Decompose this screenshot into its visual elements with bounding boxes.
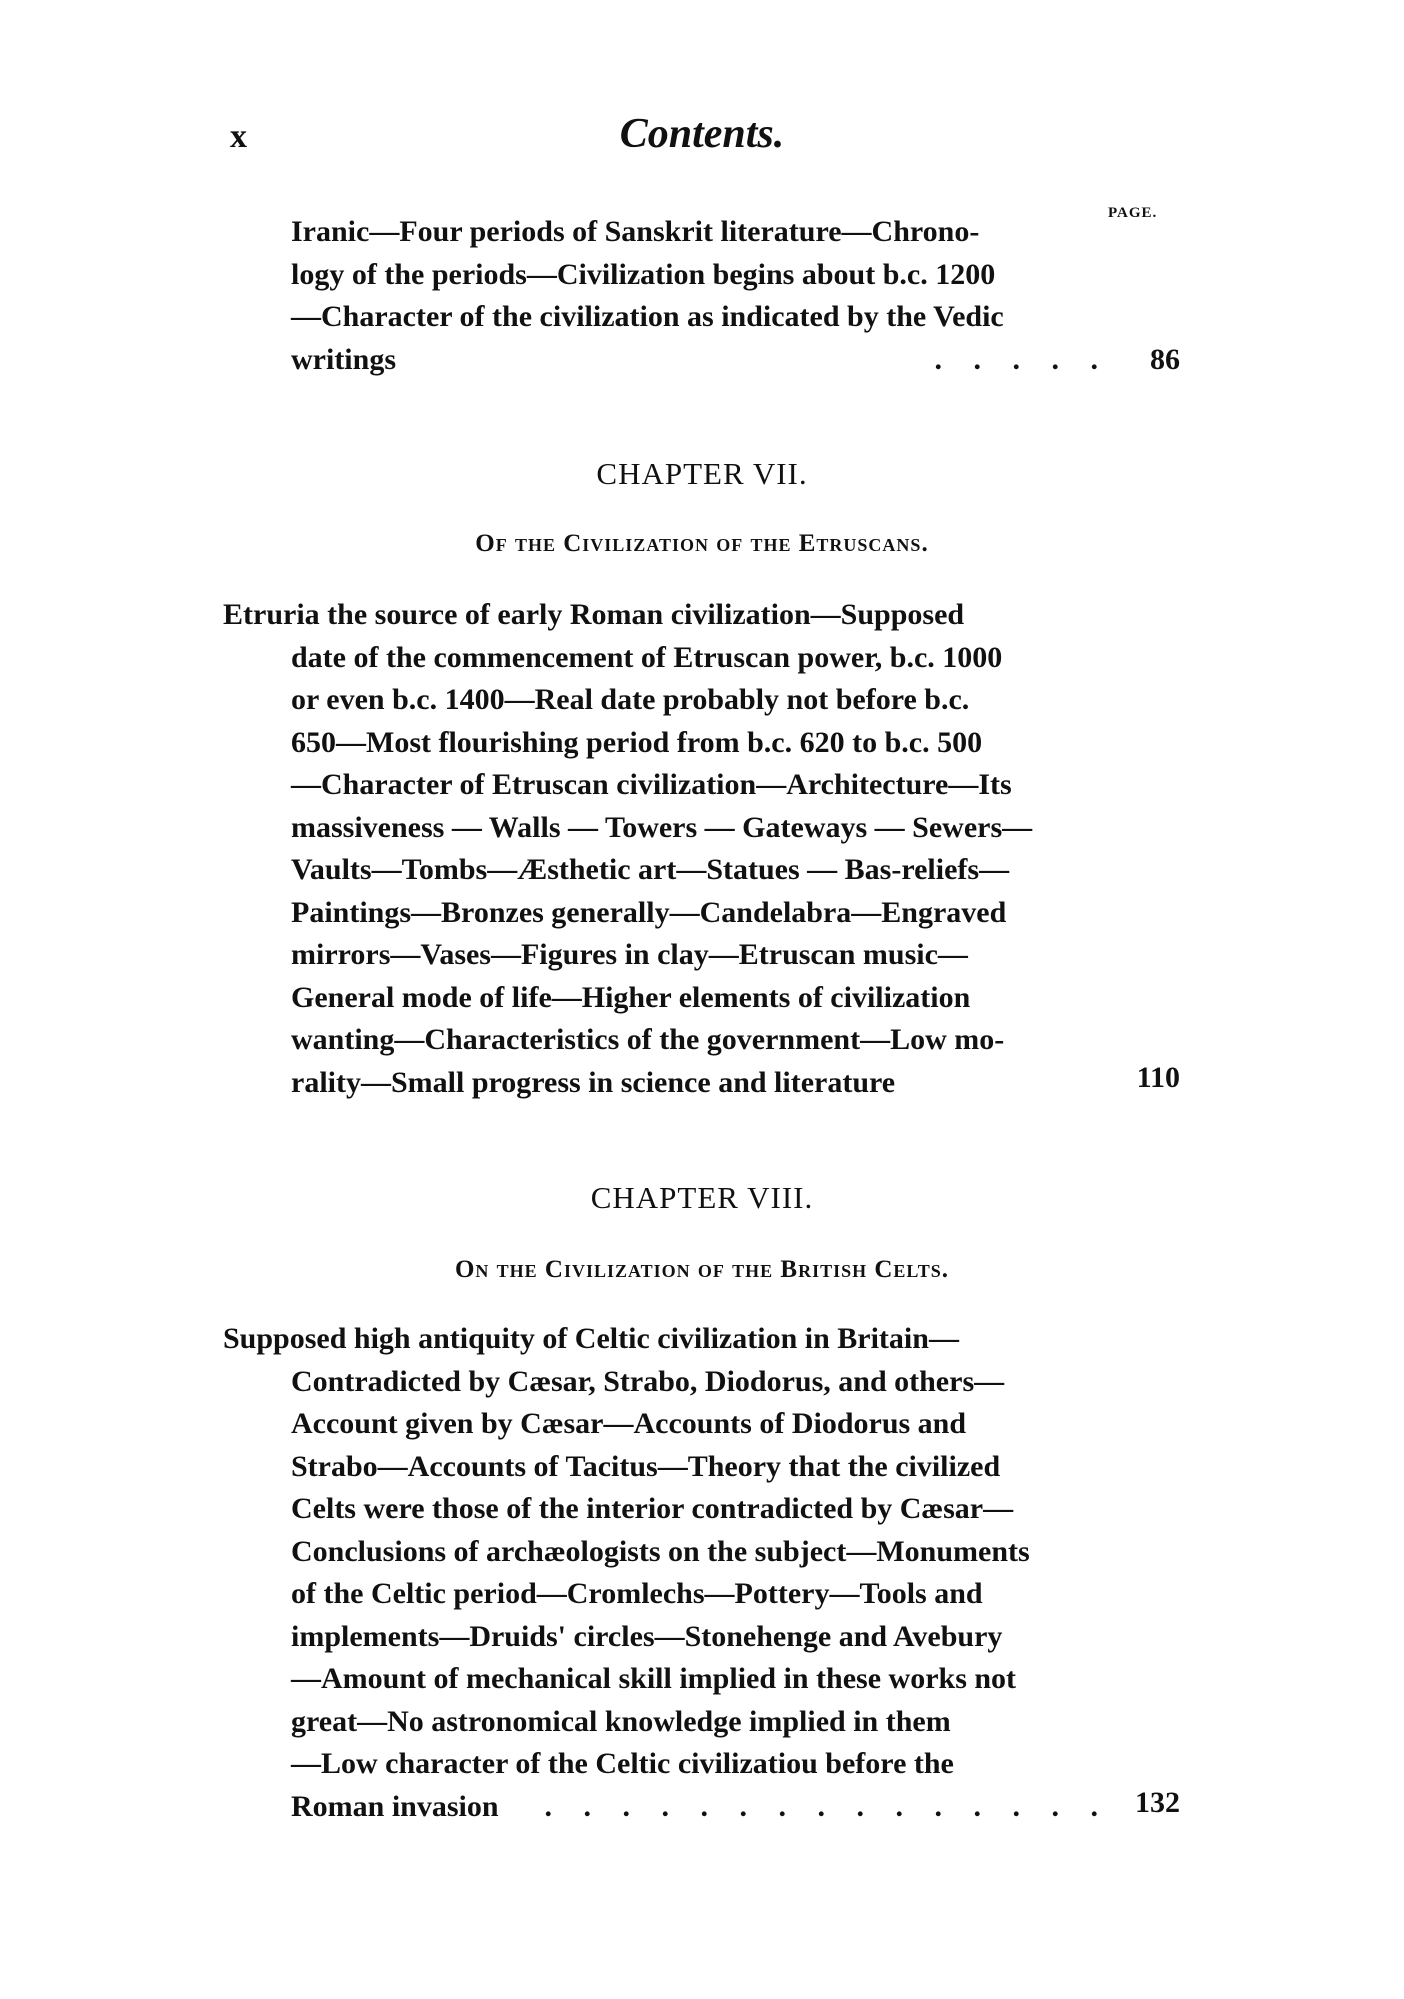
entry-line: logy of the periods—Civilization begins about b.c. 1200 — [291, 257, 996, 291]
page-number: x — [230, 118, 247, 155]
entry-line: —Amount of mechanical skill implied in these works not — [291, 1662, 1017, 1695]
chapter-vii-summary — [223, 594, 1110, 1104]
entry-line: Supposed high antiquity of Celtic civilization in Britain— — [223, 1322, 959, 1355]
entry-line: massiveness — Walls — Towers — Gateways — Sewers— — [291, 810, 1033, 844]
entry-line: Etruria the source of early Roman civilization—Supposed — [223, 598, 965, 631]
dot-leader: . . . . . — [934, 342, 1110, 376]
chapter-heading-vii: CHAPTER VII. — [596, 456, 808, 491]
entry-line: Contradicted by Cæsar, Strabo, Diodorus, and others— — [291, 1364, 1005, 1398]
page-column-label: PAGE. — [1108, 205, 1158, 221]
page-ref-132: 132 — [1135, 1786, 1180, 1819]
entry-line: —Character of the civilization as indicated by the Vedic — [291, 300, 1004, 333]
entry-line: General mode of life—Higher elements of civilization — [291, 980, 971, 1014]
entry-line: great—No astronomical knowledge implied in them — [291, 1704, 951, 1738]
entry-line: of the Celtic period—Cromlechs—Pottery—Tools and — [291, 1577, 983, 1610]
entry-line-last: Roman invasion . . . . . . . . . . . . . . . — [291, 1786, 1110, 1829]
toc-entry-continuation — [291, 211, 1110, 381]
entry-line: Iranic—Four periods of Sanskrit literature—Chrono- — [291, 215, 980, 248]
entry-line: 650—Most flourishing period from b.c. 620 to b.c. 500 — [291, 725, 983, 759]
page-ref-86: 86 — [1150, 343, 1180, 376]
entry-line: wanting—Characteristics of the government—Low mo- — [291, 1023, 1005, 1056]
entry-line: —Low character of the Celtic civilizatiou before the — [291, 1747, 954, 1780]
entry-line: Vaults—Tombs—Æsthetic art—Statues — Bas-reliefs— — [291, 853, 1010, 886]
page-ref-110: 110 — [1136, 1061, 1180, 1094]
dot-leader: . . . . . . . . . . . . . . . — [544, 1789, 1110, 1823]
entry-line: Paintings—Bronzes generally—Candelabra—Engraved — [291, 895, 1007, 929]
entry-line: mirrors—Vases—Figures in clay—Etruscan music— — [291, 938, 968, 971]
entry-line: —Character of Etruscan civilization—Architecture—Its — [291, 768, 1012, 801]
running-head: Contents. — [619, 111, 785, 157]
entry-line: date of the commencement of Etruscan power, b.c. 1000 — [291, 640, 1003, 674]
entry-line: Account given by Cæsar—Accounts of Diodorus and — [291, 1407, 967, 1440]
chapter-viii-summary — [223, 1318, 1110, 1828]
entry-line: Conclusions of archæologists on the subject—Monuments — [291, 1534, 1030, 1568]
entry-line: implements—Druids' circles—Stonehenge and Avebury — [291, 1619, 1003, 1653]
entry-line: Celts were those of the interior contradicted by Cæsar— — [291, 1492, 1014, 1525]
chapter-subtitle-vii: Of the Civilization of the Etruscans. — [475, 530, 929, 557]
chapter-heading-viii: CHAPTER VIII. — [590, 1180, 814, 1215]
chapter-subtitle-viii: On the Civilization of the British Celts. — [454, 1256, 950, 1283]
entry-line-last: writings . . . . . — [291, 339, 1110, 382]
entry-line: Strabo—Accounts of Tacitus—Theory that the civilized — [291, 1449, 1001, 1483]
entry-line: or even b.c. 1400—Real date probably not before b.c. — [291, 683, 970, 716]
entry-line: rality—Small progress in science and literature — [291, 1065, 896, 1099]
